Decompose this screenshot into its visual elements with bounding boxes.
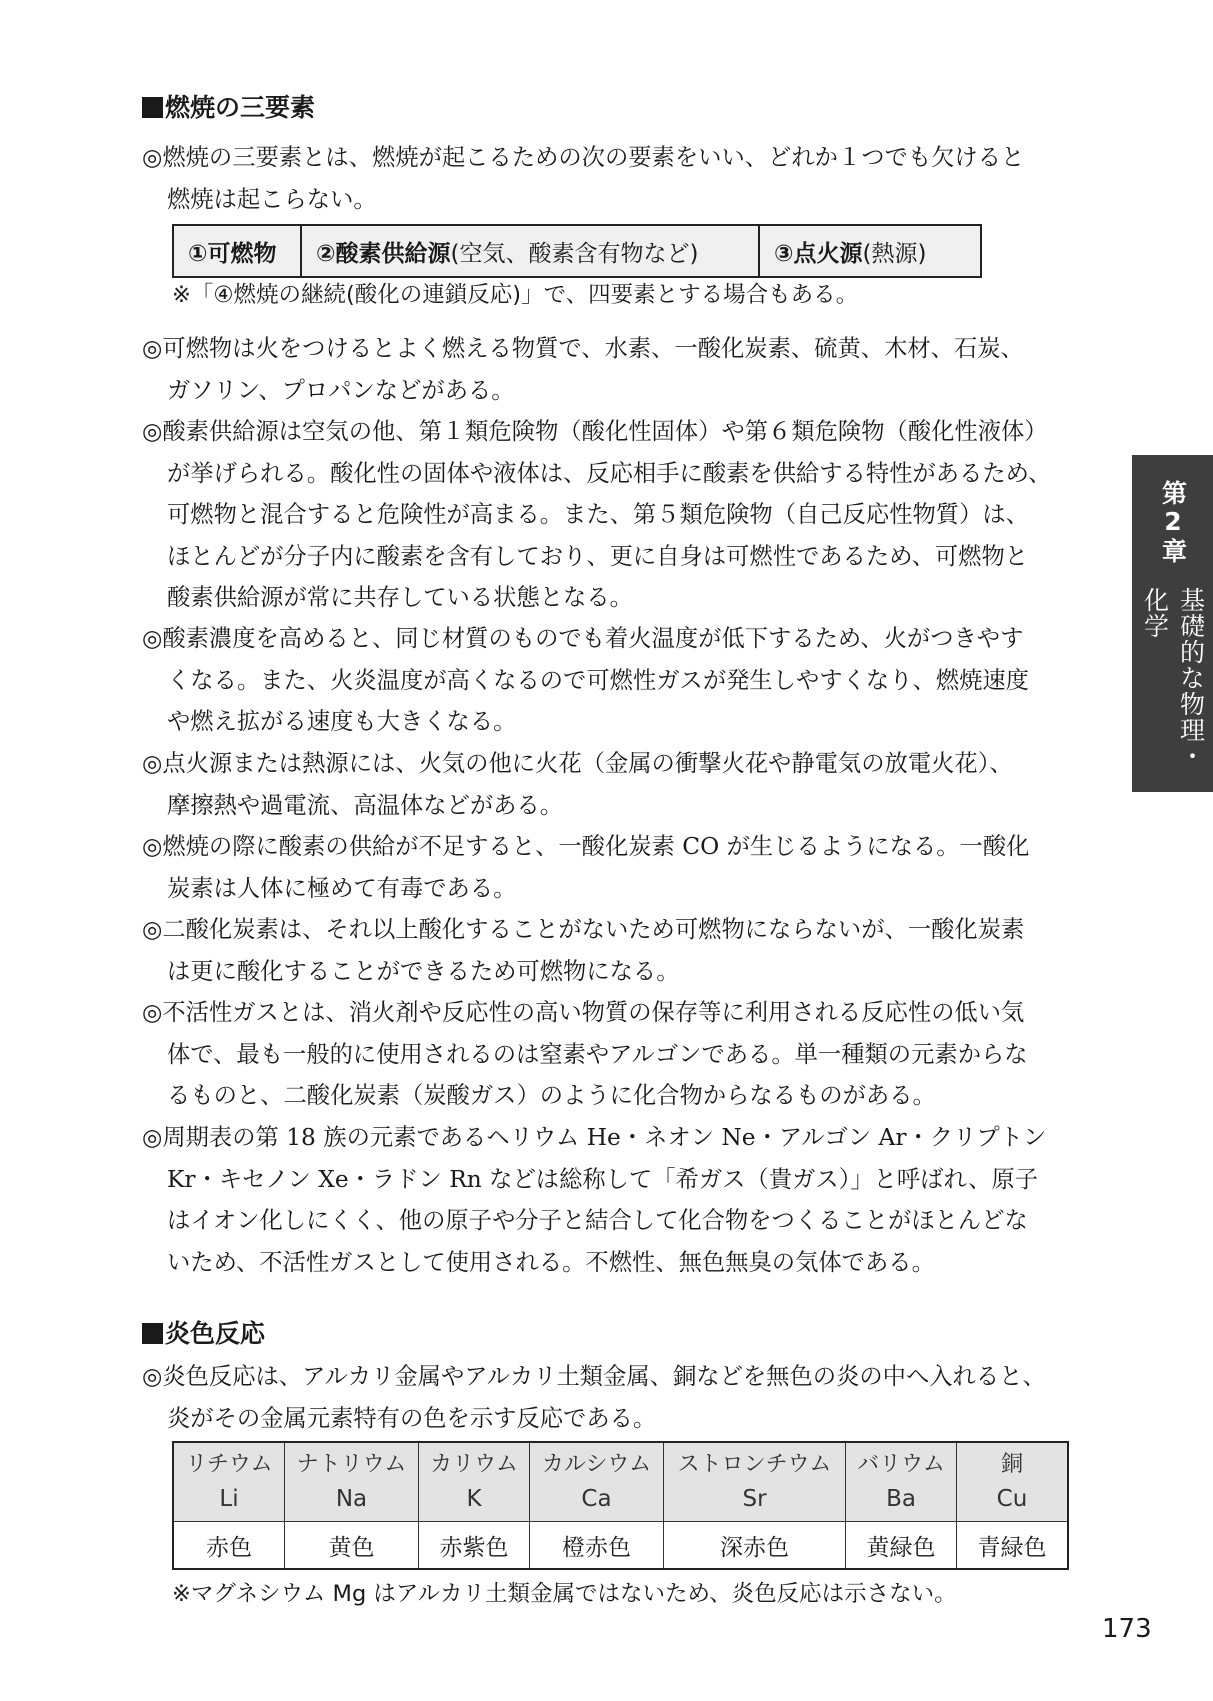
element-name-cell: カルシウム Ca [530, 1442, 664, 1522]
chapter-label: 第2章 [1158, 479, 1188, 565]
flame-color-cell: 赤紫色 [419, 1522, 530, 1570]
flame-color-cell: 青緑色 [957, 1522, 1069, 1570]
element-name-cell: カリウム K [419, 1442, 530, 1522]
paragraph-inert-gases: ◎不活性ガスとは、消火剤や反応性の高い物質の保存等に利用される反応性の低い気 体で、最も一般的に使用されるのは窒素やアルゴンである。単一種類の元素からな るものと、二酸化炭素（炭酸ガス）のように化合物からなるものがある。 [142, 999, 1028, 1109]
section-heading-combustion: 燃焼の三要素 [142, 90, 315, 126]
element-cell: ②酸素供給源 (空気、酸素含有物など) [302, 226, 760, 276]
paragraph-carbon-dioxide: ◎二酸化炭素は、それ以上酸化することがないため可燃物にならないが、一酸化炭素 は更に酸化することができるため可燃物になる。 [142, 916, 1025, 985]
element-name-cell: リチウム Li [173, 1442, 285, 1522]
element-name-cell: ナトリウム Na [285, 1442, 419, 1522]
square-bullet-icon [142, 1323, 163, 1344]
flame-color-cell: 深赤色 [664, 1522, 846, 1570]
flame-color-cell: 黄緑色 [846, 1522, 957, 1570]
chapter-subject: 基礎的な物理・化学 [1140, 587, 1206, 769]
flame-color-cell: 赤色 [173, 1522, 285, 1570]
intro-paragraph: ◎燃焼の三要素とは、燃焼が起こるための次の要素をいい、どれか１つでも欠けると 燃焼は起こらない。 [142, 144, 1025, 213]
paragraph-combustibles: ◎可燃物は火をつけるとよく燃える物質で、水素、一酸化炭素、硫黄、木材、石炭、 ガソリン、プロパンなどがある。 [142, 335, 1024, 404]
paragraph-oxygen-sources: ◎酸素供給源は空気の他、第１類危険物（酸化性固体）や第６類危険物（酸化性液体） が挙げられる。酸化性の固体や液体は、反応相手に酸素を供給する特性があるため、 可燃物と混合すると危険性が高まる。また、第５類危険物（自己反応性物質）は、 ほとんどが分子内に酸素を含有しており、更に自身は可燃性であるため、可燃物と 酸素供給源が常に共存している状態となる。 [142, 418, 1052, 611]
flame-intro-paragraph: ◎炎色反応は、アルカリ金属やアルカリ土類金属、銅などを無色の炎の中へ入れると、 炎がその金属元素特有の色を示す反応である。 [142, 1363, 1046, 1432]
paragraph-carbon-monoxide: ◎燃焼の際に酸素の供給が不足すると、一酸化炭素 CO が生じるようになる。一酸化 炭素は人体に極めて有毒である。 [142, 833, 1030, 902]
section-heading-flame-reaction: 炎色反応 [142, 1316, 265, 1352]
table-row [173, 1522, 1068, 1570]
magnesium-note: ※マグネシウム Mg はアルカリ土類金属ではないため、炎色反応は示さない。 [172, 1581, 957, 1607]
element-name-cell: ストロンチウム Sr [664, 1442, 846, 1522]
three-elements-table [172, 224, 982, 278]
element-name-cell: 銅 Cu [957, 1442, 1069, 1522]
four-elements-note: ※「④燃焼の継続(酸化の連鎖反応)」で、四要素とする場合もある。 [172, 282, 859, 308]
flame-color-cell: 黄色 [285, 1522, 419, 1570]
paragraph-noble-gases: ◎周期表の第 18 族の元素であるヘリウム He・ネオン Ne・アルゴン Ar・クリプトン Kr・キセノン Xe・ラドン Rn などは総称して「希ガス（貴ガス）」と呼ばれ、原子 はイオン化しにくく、他の原子や分子と結合して化合物をつくることがほとんどな いため、不活性ガスとして使用される。不燃性、無色無臭の気体である。 [142, 1124, 1047, 1276]
paragraph-oxygen-concentration: ◎酸素濃度を高めると、同じ材質のものでも着火温度が低下するため、火がつきやす くなる。また、火炎温度が高くなるので可燃性ガスが発生しやすくなり、燃焼速度 や燃え拡がる速度も大きくなる。 [142, 625, 1029, 735]
flame-color-table [172, 1441, 1069, 1570]
element-cell: ①可燃物 [174, 226, 302, 276]
page-number: 173 [1102, 1614, 1152, 1644]
flame-color-cell: 橙赤色 [530, 1522, 664, 1570]
element-cell: ③点火源 (熱源) [774, 240, 927, 267]
element-name-cell: バリウム Ba [846, 1442, 957, 1522]
paragraph-ignition-sources: ◎点火源または熱源には、火気の他に火花（金属の衝撃火花や静電気の放電火花）、 摩擦熱や過電流、高温体などがある。 [142, 750, 1013, 819]
chapter-side-tab [1132, 455, 1213, 792]
table-row [173, 1442, 1068, 1522]
square-bullet-icon [142, 97, 163, 118]
